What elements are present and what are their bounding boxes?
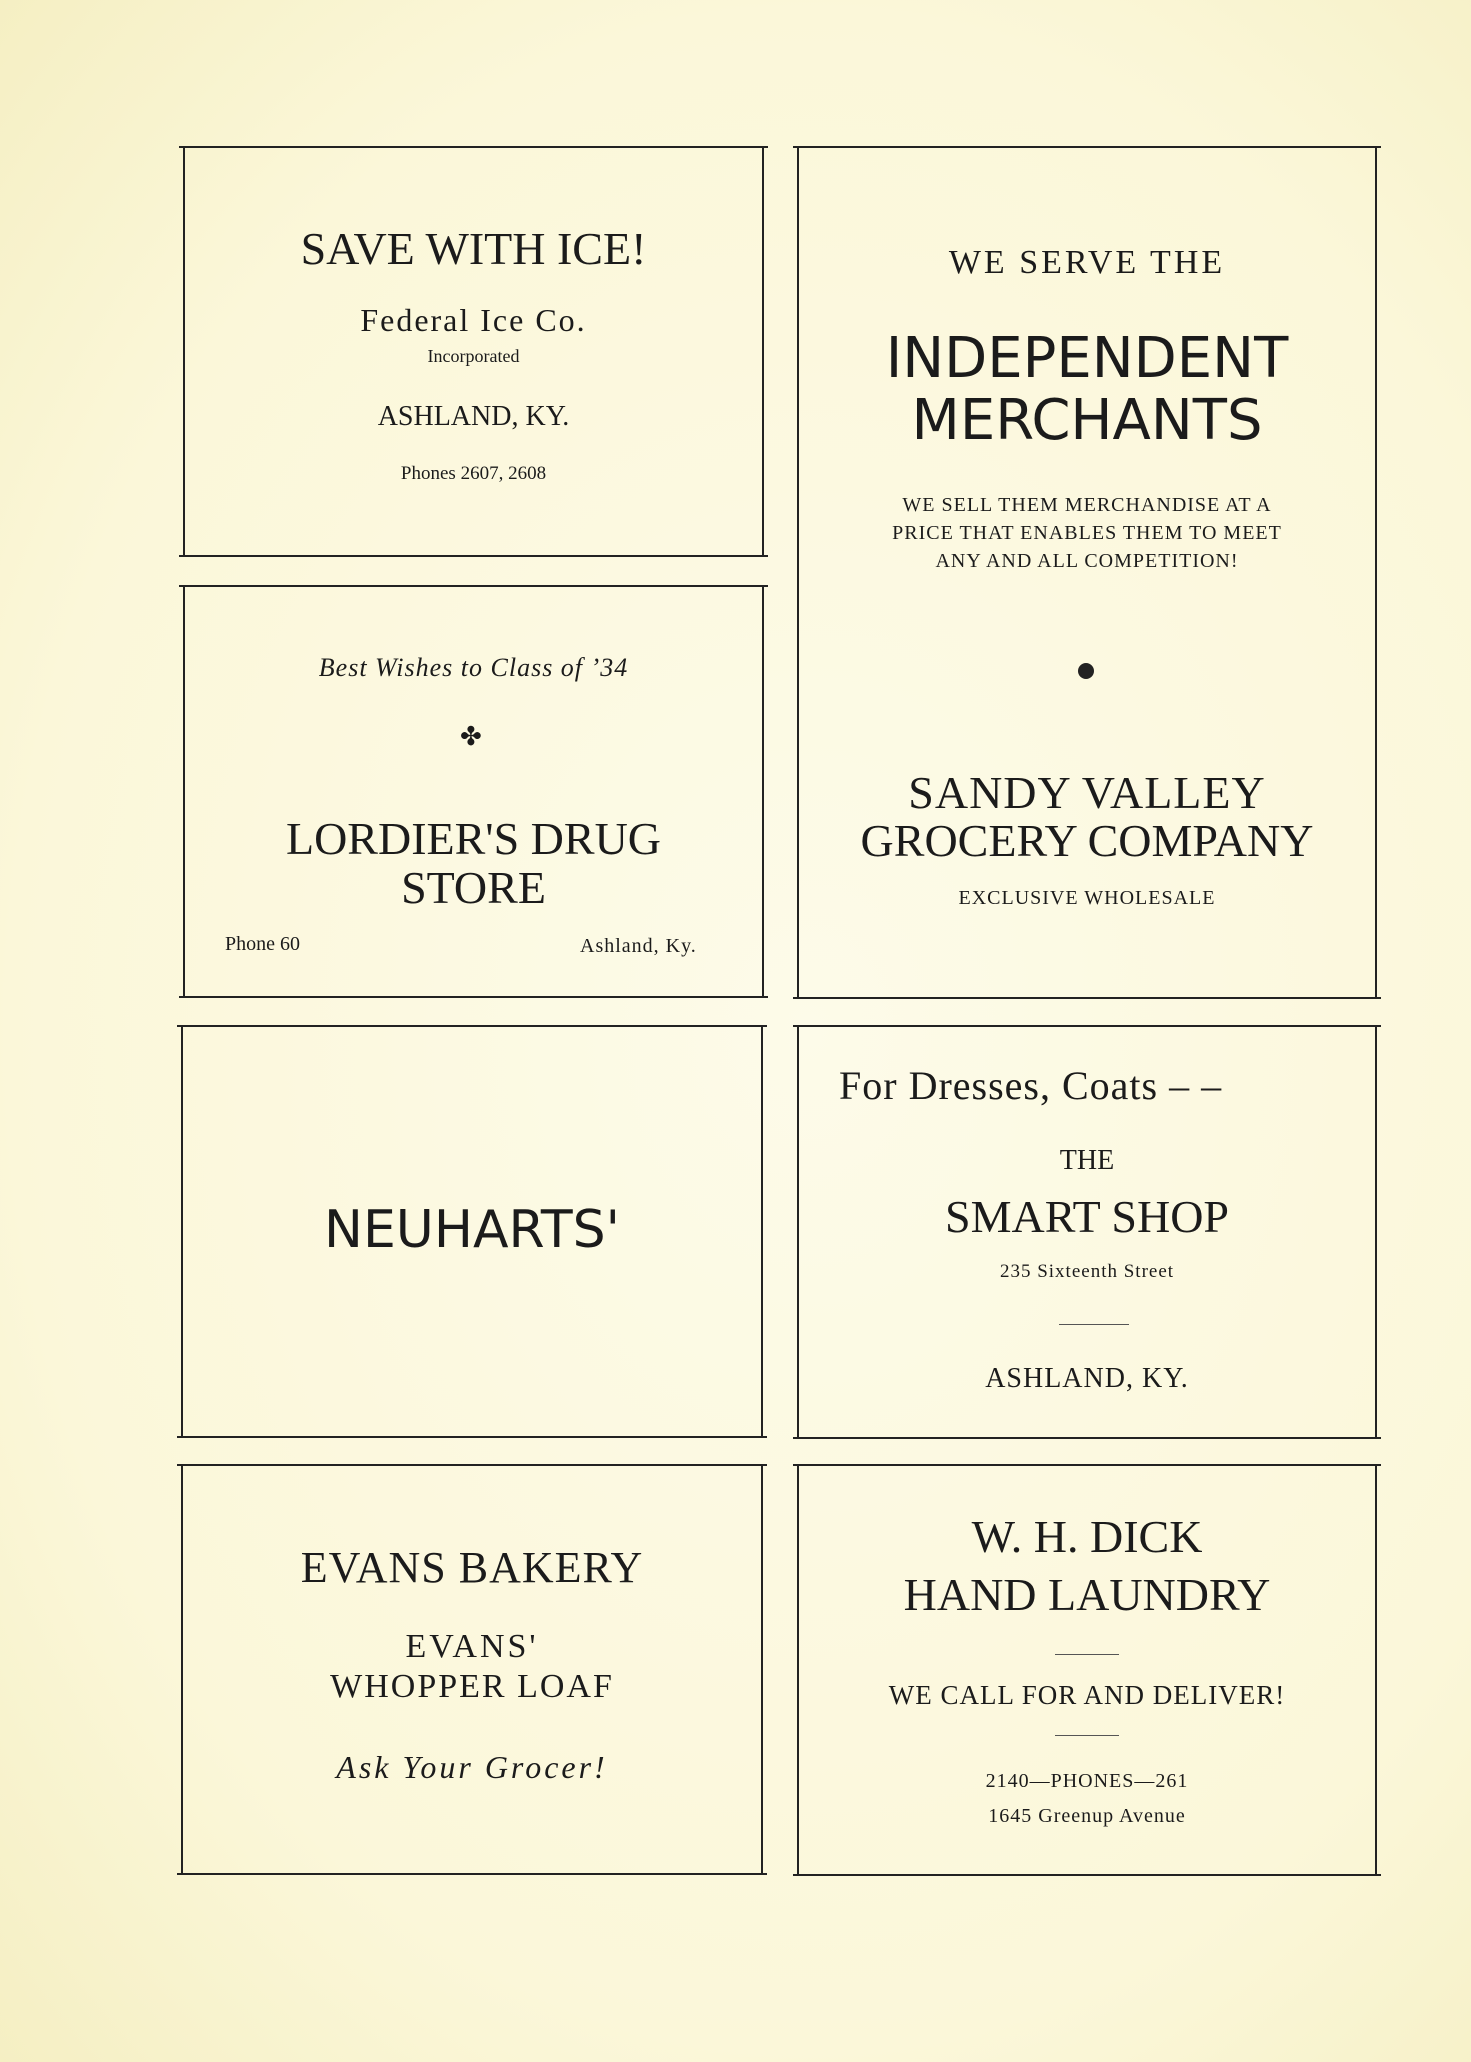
headline-line-1: INDEPENDENT bbox=[885, 326, 1289, 391]
ad-intro: WE SERVE THE bbox=[948, 244, 1226, 281]
phone-label: Phone 60 bbox=[225, 933, 300, 955]
store-name-line-2: STORE bbox=[401, 862, 546, 913]
body-line-2: PRICE THAT ENABLES THEM TO MEET bbox=[892, 522, 1282, 544]
company-name: Federal Ice Co. bbox=[360, 302, 587, 338]
ad-lordier-drug-store bbox=[183, 585, 764, 998]
incorporated-label: Incorporated bbox=[427, 346, 520, 366]
product-line-1: EVANS' bbox=[405, 1628, 539, 1665]
city-label: ASHLAND, KY. bbox=[985, 1363, 1189, 1394]
phone-numbers: 2140—PHONES—261 bbox=[985, 1770, 1189, 1792]
ad-evans-bakery bbox=[181, 1464, 763, 1875]
street-address: 235 Sixteenth Street bbox=[999, 1261, 1175, 1282]
body-line-3: ANY AND ALL COMPETITION! bbox=[935, 550, 1239, 572]
ad-headline: SAVE WITH ICE! bbox=[300, 223, 647, 274]
store-name: NEUHARTS' bbox=[324, 1200, 620, 1260]
slogan: Ask Your Grocer! bbox=[336, 1749, 608, 1785]
company-line-2: GROCERY COMPANY bbox=[860, 815, 1314, 866]
company-line-1: SANDY VALLEY bbox=[908, 767, 1266, 818]
divider-bottom bbox=[1055, 1735, 1119, 1736]
greeting: Best Wishes to Class of ’34 bbox=[318, 653, 629, 682]
street-address: 1645 Greenup Avenue bbox=[988, 1805, 1186, 1827]
shop-name: SMART SHOP bbox=[945, 1191, 1229, 1242]
headline-line-2: MERCHANTS bbox=[911, 388, 1263, 453]
phone-numbers: Phones 2607, 2608 bbox=[400, 463, 547, 484]
body-line-1: WE SELL THEM MERCHANDISE AT A bbox=[902, 494, 1272, 516]
store-name-line-1: LORDIER'S DRUG bbox=[285, 813, 662, 864]
city-label: Ashland, Ky. bbox=[580, 935, 697, 957]
product-line-2: WHOPPER LOAF bbox=[330, 1668, 614, 1705]
name-line-1: W. H. DICK bbox=[971, 1511, 1203, 1562]
name-line-2: HAND LAUNDRY bbox=[903, 1569, 1271, 1620]
slogan: WE CALL FOR AND DELIVER! bbox=[888, 1680, 1286, 1710]
ad-headline: For Dresses, Coats – – bbox=[839, 1063, 1223, 1108]
ad-sandy-valley bbox=[797, 146, 1377, 999]
divider bbox=[1059, 1324, 1129, 1325]
the-label: THE bbox=[1059, 1145, 1115, 1176]
tagline: EXCLUSIVE WHOLESALE bbox=[958, 887, 1216, 909]
ad-neuharts bbox=[181, 1025, 763, 1438]
divider-top bbox=[1055, 1654, 1119, 1655]
city-label: ASHLAND, KY. bbox=[377, 401, 570, 432]
ad-smart-shop bbox=[797, 1025, 1377, 1439]
bullet-dot bbox=[1078, 663, 1094, 679]
ad-federal-ice bbox=[183, 146, 764, 557]
bakery-name: EVANS BAKERY bbox=[300, 1543, 644, 1592]
ad-wh-dick-laundry bbox=[797, 1464, 1377, 1876]
ornament-icon: ✤ bbox=[460, 722, 482, 751]
